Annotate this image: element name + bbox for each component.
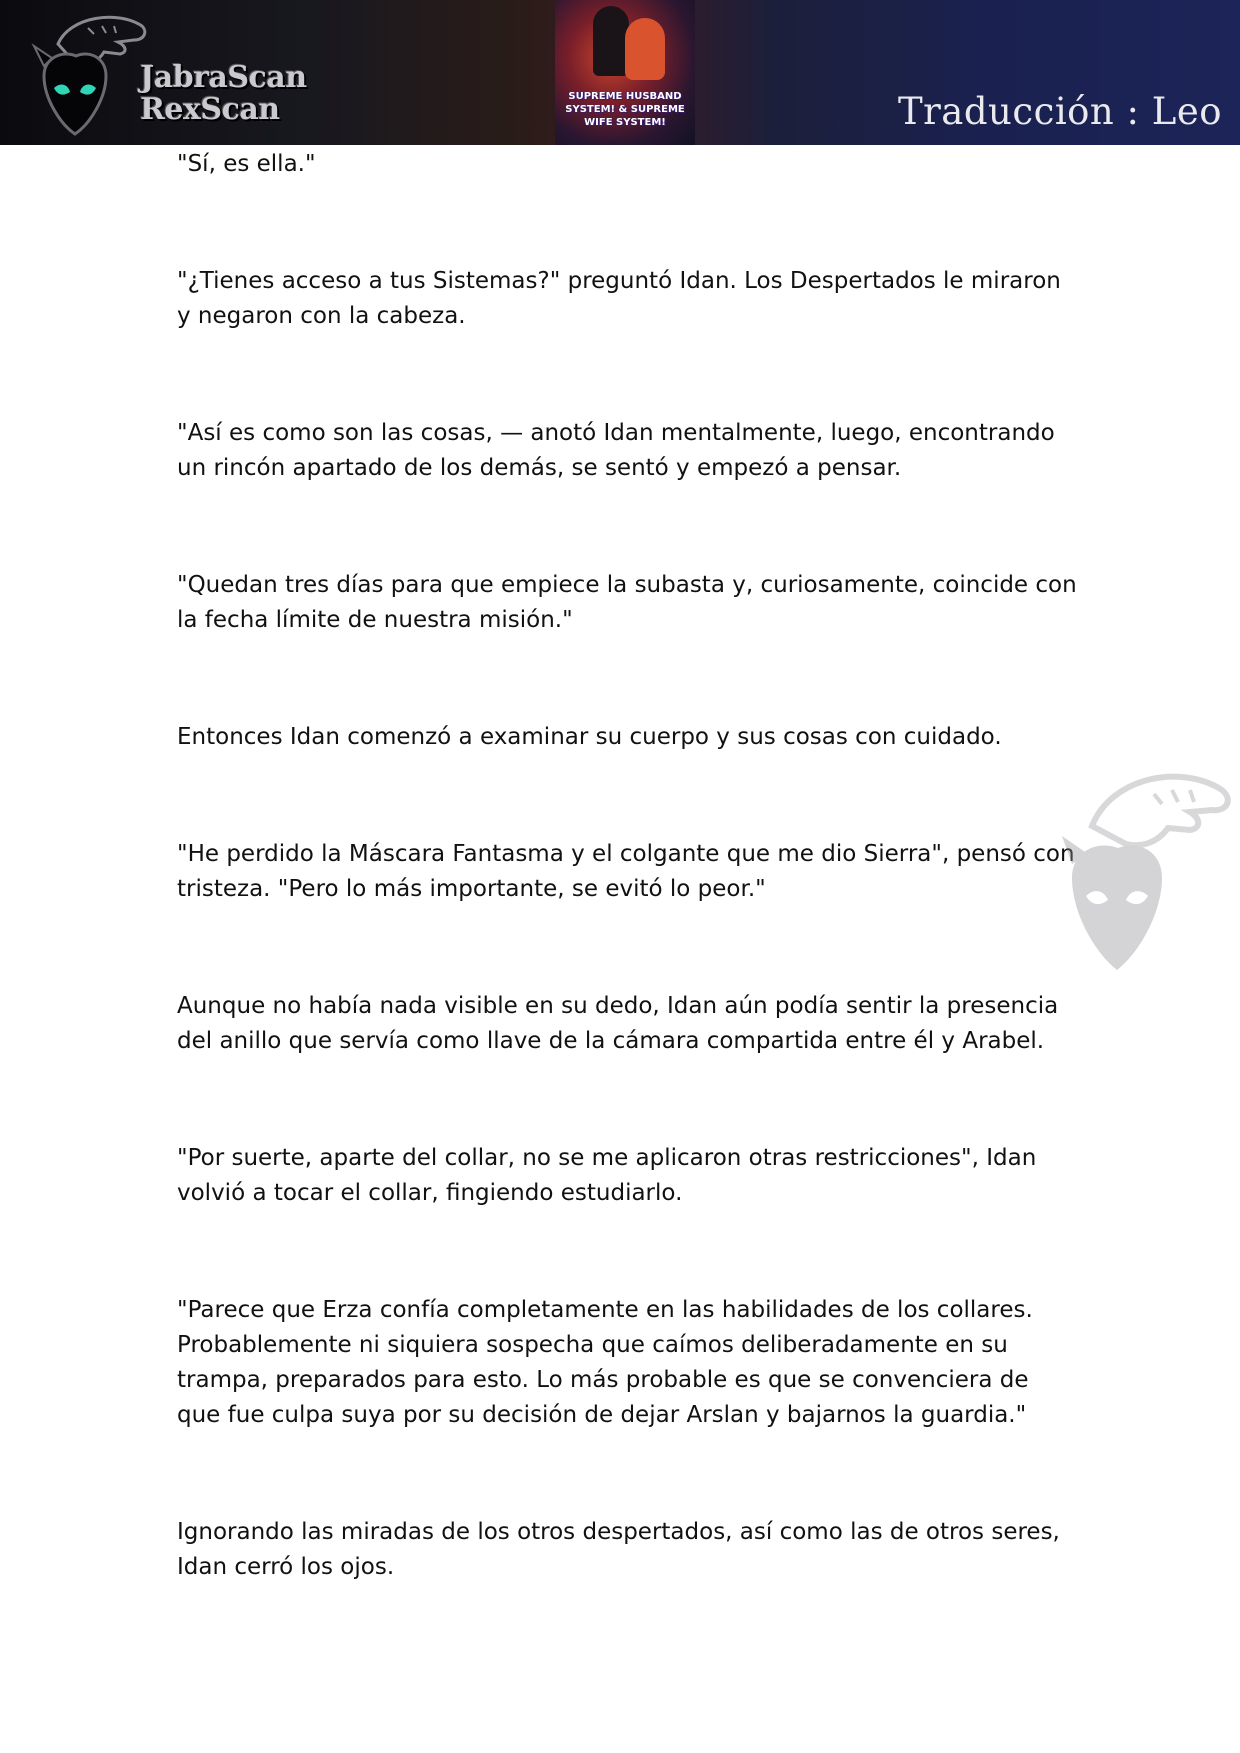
paragraph-6: "He perdido la Máscara Fantasma y el colgante que me dio Sierra", pensó con tristeza. "Pero lo más importante, se evitó lo peor." <box>177 841 1075 902</box>
paragraph-8: "Por suerte, aparte del collar, no se me aplicaron otras restricciones", Idan volvió a tocar el collar, fingiendo estudiarlo. <box>177 1145 1037 1206</box>
paragraph-9: "Parece que Erza confía completamente en las habilidades de los collares. Probablemente ni siquiera sospecha que caímos deliberadamente en su trampa, preparados para esto. Lo más probable es que se convenciera de que fue culpa suya por su decisión de dejar Arslan y bajarnos la guardia." <box>177 1297 1033 1428</box>
cover-figure-male <box>593 6 629 76</box>
brand-line-1: JabraScan <box>140 60 307 95</box>
translator-credit: Traducción : Leo <box>897 90 1222 133</box>
dinosaur-skull-logo-icon <box>18 6 158 142</box>
paragraph-2: "¿Tienes acceso a tus Sistemas?" preguntó Idan. Los Despertados le miraron y negaron con la cabeza. <box>177 268 1061 329</box>
paragraph-7: Aunque no había nada visible en su dedo, Idan aún podía sentir la presencia del anillo que servía como llave de la cámara compartida entre él y Arabel. <box>177 993 1059 1054</box>
cover-figure-female <box>625 18 665 80</box>
header-banner <box>0 0 1240 145</box>
paragraph-4: "Quedan tres días para que empiece la subasta y, curiosamente, coincide con la fecha límite de nuestra misión." <box>177 572 1077 633</box>
paragraph-1: "Sí, es ella." <box>177 151 316 177</box>
paragraph-3: "Así es como son las cosas, — anotó Idan mentalmente, luego, encontrando un rincón apartado de los demás, se sentó y empezó a pensar. <box>177 420 1055 481</box>
brand-line-2: RexScan <box>140 92 280 127</box>
paragraph-5: Entonces Idan comenzó a examinar su cuerpo y sus cosas con cuidado. <box>177 724 1002 750</box>
brand-name <box>140 62 307 126</box>
chapter-text <box>177 145 1077 1585</box>
dinosaur-skull-watermark-icon <box>1062 756 1240 988</box>
paragraph-10: Ignorando las miradas de los otros despertados, así como las de otros seres, Idan cerró los ojos. <box>177 1519 1060 1580</box>
cover-title: SUPREME HUSBAND SYSTEM! & SUPREME WIFE SYSTEM! <box>565 91 685 128</box>
cover-art <box>555 0 695 145</box>
